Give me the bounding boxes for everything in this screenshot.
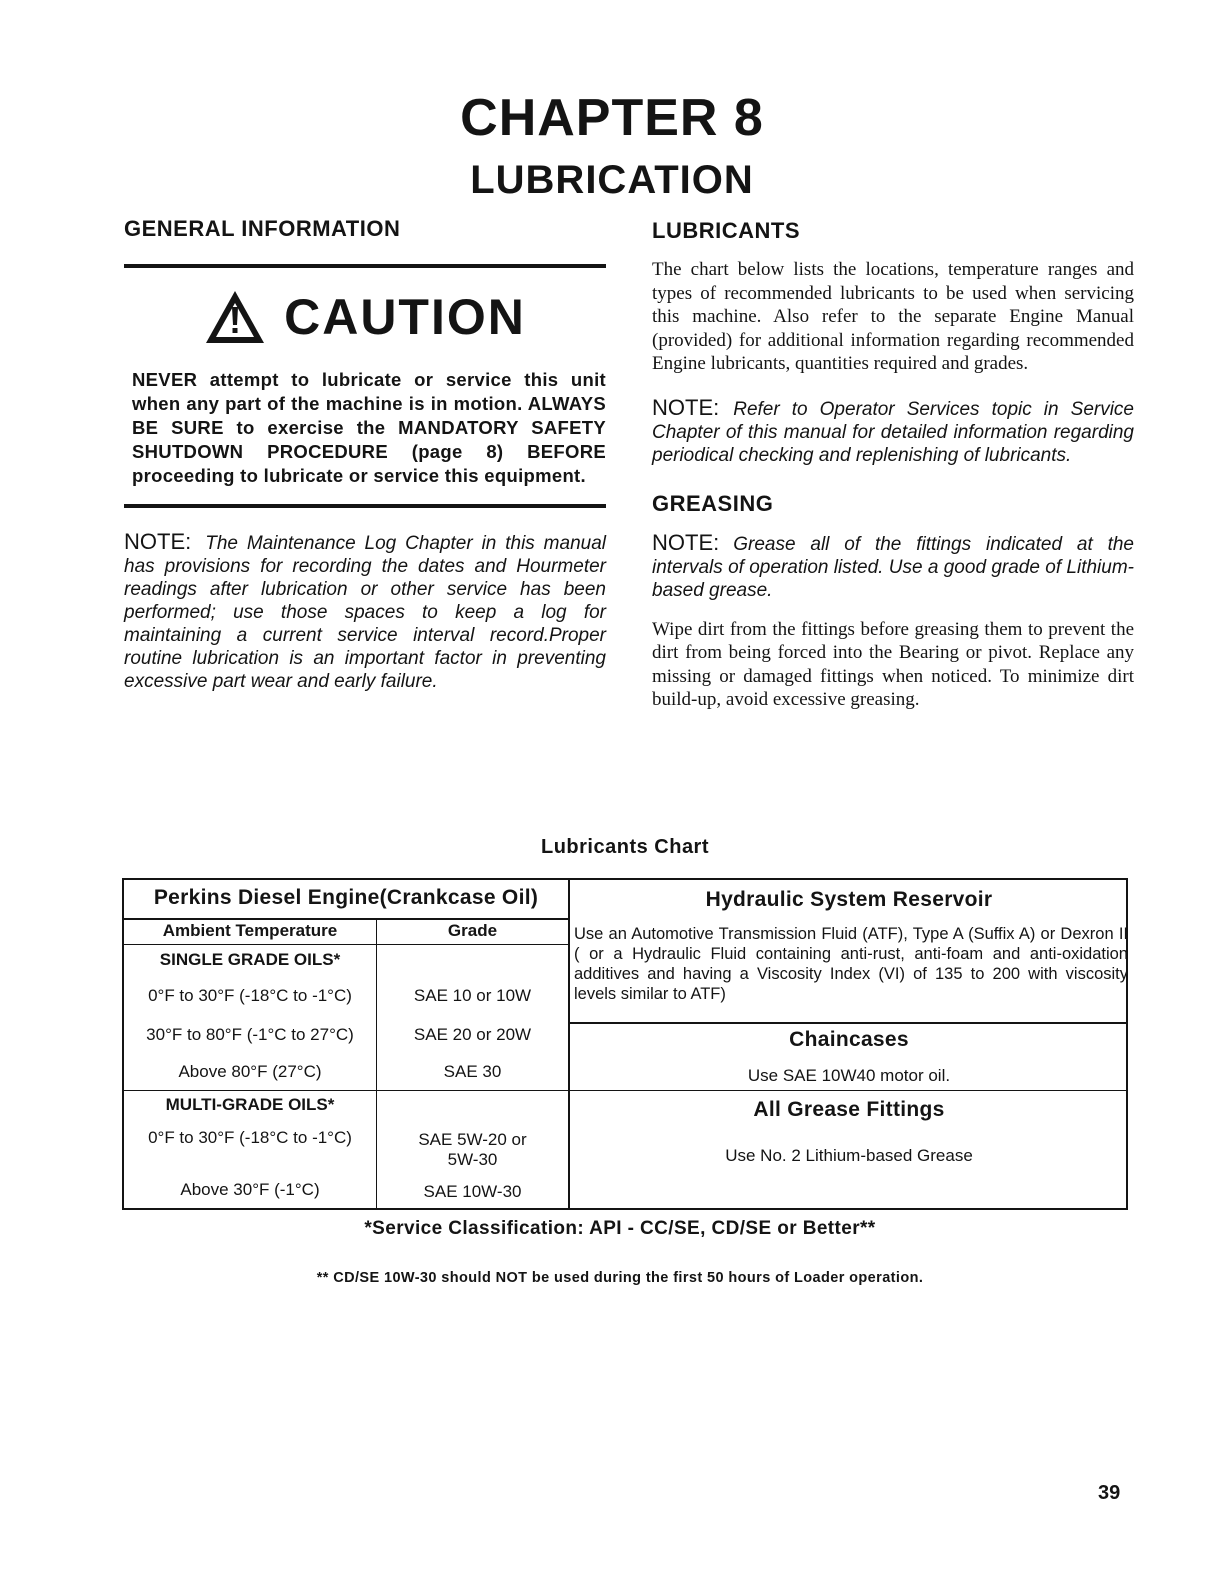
greasing-note bbox=[652, 531, 1134, 602]
maintenance-note bbox=[124, 530, 606, 693]
note-label: NOTE: bbox=[652, 394, 720, 420]
row-divider bbox=[570, 1090, 1128, 1091]
lubricants-section bbox=[652, 218, 1134, 712]
caution-label: CAUTION bbox=[284, 289, 526, 345]
lubricants-heading: LUBRICANTS bbox=[652, 218, 800, 243]
single-grade-label: SINGLE GRADE OILS* bbox=[159, 950, 341, 969]
engine-title: Perkins Diesel Engine(Crankcase Oil) bbox=[153, 886, 539, 909]
caution-header bbox=[124, 282, 606, 352]
row-divider bbox=[124, 1090, 568, 1091]
warning-triangle-icon bbox=[204, 289, 266, 345]
greasing-heading: GREASING bbox=[652, 490, 774, 516]
temp-cell: 0°F to 30°F (-18°C to -1°C) bbox=[148, 1128, 352, 1147]
chaincases-text: Use SAE 10W40 motor oil. bbox=[747, 1066, 951, 1085]
note-label: NOTE: bbox=[124, 529, 192, 554]
lubricants-note bbox=[652, 396, 1134, 467]
caution-top-rule bbox=[124, 264, 606, 268]
hydraulic-title: Hydraulic System Reservoir bbox=[705, 888, 993, 911]
general-information-heading: GENERAL INFORMATION bbox=[124, 216, 401, 241]
page-number: 39 bbox=[1098, 1482, 1121, 1504]
grease-fittings-title: All Grease Fittings bbox=[753, 1098, 945, 1121]
row-divider bbox=[124, 918, 568, 920]
greasing-text: Wipe dirt from the fittings before greasing them to prevent the dirt from being forced into the Bearing or pivot. Replace any missing or damaged fittings when noticed. To minimize dirt build-up, avoid excessive greasing. bbox=[652, 618, 1134, 710]
lubricants-chart-table bbox=[122, 878, 1128, 1210]
footnote: ** CD/SE 10W-30 should NOT be used during the first 50 hours of Loader operation. bbox=[316, 1270, 924, 1286]
col-header-temperature: Ambient Temperature bbox=[162, 921, 338, 940]
note-text: Grease all of the fittings indicated at the intervals of operation listed. Use a good grade of Lithium-based grease. bbox=[652, 533, 1134, 601]
chaincases-title: Chaincases bbox=[789, 1028, 909, 1051]
grade-cell: SAE 10 or 10W bbox=[413, 986, 532, 1005]
note-label: NOTE: bbox=[652, 529, 720, 555]
service-classification: *Service Classification: API - CC/SE, CD/SE or Better** bbox=[364, 1218, 876, 1239]
temp-cell: 0°F to 30°F (-18°C to -1°C) bbox=[148, 986, 352, 1005]
chapter-title: CHAPTER 8 bbox=[460, 89, 764, 147]
grade-cell: SAE 5W-20 or bbox=[418, 1130, 527, 1149]
col-header-grade: Grade bbox=[447, 921, 498, 940]
grease-fittings-text: Use No. 2 Lithium-based Grease bbox=[725, 1146, 973, 1165]
note-text: The Maintenance Log Chapter in this manual has provisions for recording the dates and Hourmeter readings after lubrication or other service has been performed; use those spaces to keep a log for maintaining a current service interval record.Proper routine lubrication is an important factor in preventing excessive part wear and early failure. bbox=[124, 533, 606, 692]
grade-cell: SAE 20 or 20W bbox=[413, 1025, 532, 1044]
caution-bottom-rule bbox=[124, 504, 606, 508]
chapter-subtitle: LUBRICATION bbox=[470, 158, 754, 202]
caution-text: NEVER attempt to lubricate or service this unit when any part of the machine is in motion. ALWAYS BE SURE to exercise the MANDATORY SAFETY SHUTDOWN PROCEDURE (page 8) BEFORE proceeding to lubricate or service this equipment. bbox=[132, 369, 606, 486]
grade-cell: 5W-30 bbox=[447, 1150, 498, 1169]
multi-grade-label: MULTI-GRADE OILS* bbox=[165, 1095, 335, 1114]
temp-cell: Above 80°F (27°C) bbox=[178, 1062, 322, 1081]
row-divider bbox=[570, 1022, 1128, 1024]
grade-cell: SAE 30 bbox=[443, 1062, 502, 1081]
temp-cell: 30°F to 80°F (-1°C to 27°C) bbox=[146, 1025, 354, 1044]
lubricants-chart-title: Lubricants Chart bbox=[540, 836, 710, 858]
note-text: Refer to Operator Services topic in Service Chapter of this manual for detailed information regarding periodical checking and replenishing of lubricants. bbox=[652, 398, 1134, 466]
grade-cell: SAE 10W-30 bbox=[423, 1182, 522, 1201]
row-divider bbox=[124, 944, 568, 945]
temp-cell: Above 30°F (-1°C) bbox=[180, 1180, 320, 1199]
general-information-section bbox=[124, 216, 606, 693]
hydraulic-text: Use an Automotive Transmission Fluid (ATF), Type A (Suffix A) or Dexron II ( or a Hydraulic Fluid containing anti-rust, anti-foam and anti-oxidation additives and having a Viscosity Index (VI) of 135 to 200 with viscosity levels similar to ATF) bbox=[574, 925, 1128, 1003]
lubricants-intro: The chart below lists the locations, temperature ranges and types of recommended lubricants to be used when servicing this machine. Also refer to the separate Engine Manual (provided) for additional information regarding recommended Engine lubricants, quantities required and grades. bbox=[652, 259, 1134, 374]
